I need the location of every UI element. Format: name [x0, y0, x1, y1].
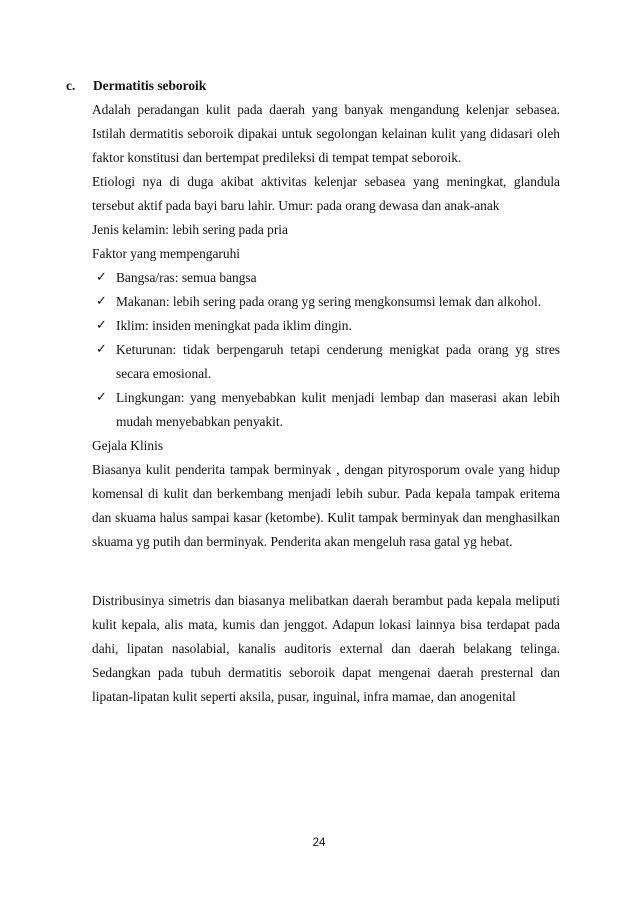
section-body	[92, 98, 560, 554]
checkmark-icon: ✓	[96, 294, 107, 309]
factors-list	[92, 266, 560, 434]
list-item	[92, 338, 560, 386]
page-number: 24	[312, 837, 326, 849]
list-item	[92, 386, 560, 434]
factors-heading: Faktor yang mempengaruhi	[92, 246, 241, 261]
list-item	[92, 314, 560, 338]
etiology-paragraph: Etiologi nya di duga akibat aktivitas kelenjar sebasea yang meningkat, glandula tersebut aktif pada bayi baru lahir. Umur: pada orang dewasa dan anak-anak	[92, 174, 560, 213]
section-letter: c.	[66, 78, 76, 93]
factor-text: Bangsa/ras: semua bangsa	[116, 270, 257, 285]
list-item	[92, 266, 560, 290]
section-heading	[66, 76, 566, 96]
checkmark-icon: ✓	[96, 342, 107, 357]
clinical-heading: Gejala Klinis	[92, 438, 164, 453]
checkmark-icon: ✓	[96, 390, 107, 405]
list-item	[92, 290, 560, 314]
definition-paragraph: Adalah peradangan kulit pada daerah yang banyak mengandung kelenjar sebasea. Istilah dermatitis seboroik dipakai untuk segolongan kelainan kulit yang didasari oleh faktor konstitusi dan bertempat predileksi di tempat tempat seboroik.	[92, 102, 560, 165]
factor-text: Iklim: insiden meningkat pada iklim dingin.	[116, 318, 352, 333]
distribution-block	[92, 589, 560, 709]
checkmark-icon: ✓	[96, 318, 107, 333]
section-title: Dermatitis seboroik	[93, 78, 207, 93]
factor-text: Lingkungan: yang menyebabkan kulit menjadi lembap dan maserasi akan lebih mudah menyebabkan penyakit.	[116, 390, 560, 429]
clinical-paragraph: Biasanya kulit penderita tampak berminyak , dengan pityrosporum ovale yang hidup komensal di kulit dan berkembang menjadi lebih subur. Pada kepala tampak eritema dan skuama halus sampai kasar (ketombe). Kulit tampak berminyak dan menghasilkan skuama yg putih dan berminyak. Penderita akan mengeluh rasa gatal yg hebat.	[92, 462, 560, 549]
distribution-paragraph: Distribusinya simetris dan biasanya melibatkan daerah berambut pada kepala meliputi kulit kepala, alis mata, kumis dan jenggot. Adapun lokasi lainnya bisa terdapat pada dahi, lipatan nasolabial, kanalis auditoris external dan daerah belakang telinga. Sedangkan pada tubuh dermatitis seboroik dapat mengenai daerah presternal dan lipatan-lipatan kulit seperti aksila, pusar, inguinal, infra mamae, dan anogenital	[92, 593, 560, 704]
factor-text: Keturunan: tidak berpengaruh tetapi cenderung menigkat pada orang yg stres secara emosional.	[116, 342, 560, 381]
checkmark-icon: ✓	[96, 270, 107, 285]
gender-line: Jenis kelamin: lebih sering pada pria	[92, 222, 288, 237]
factor-text: Makanan: lebih sering pada orang yg sering mengkonsumsi lemak dan alkohol.	[116, 294, 542, 309]
